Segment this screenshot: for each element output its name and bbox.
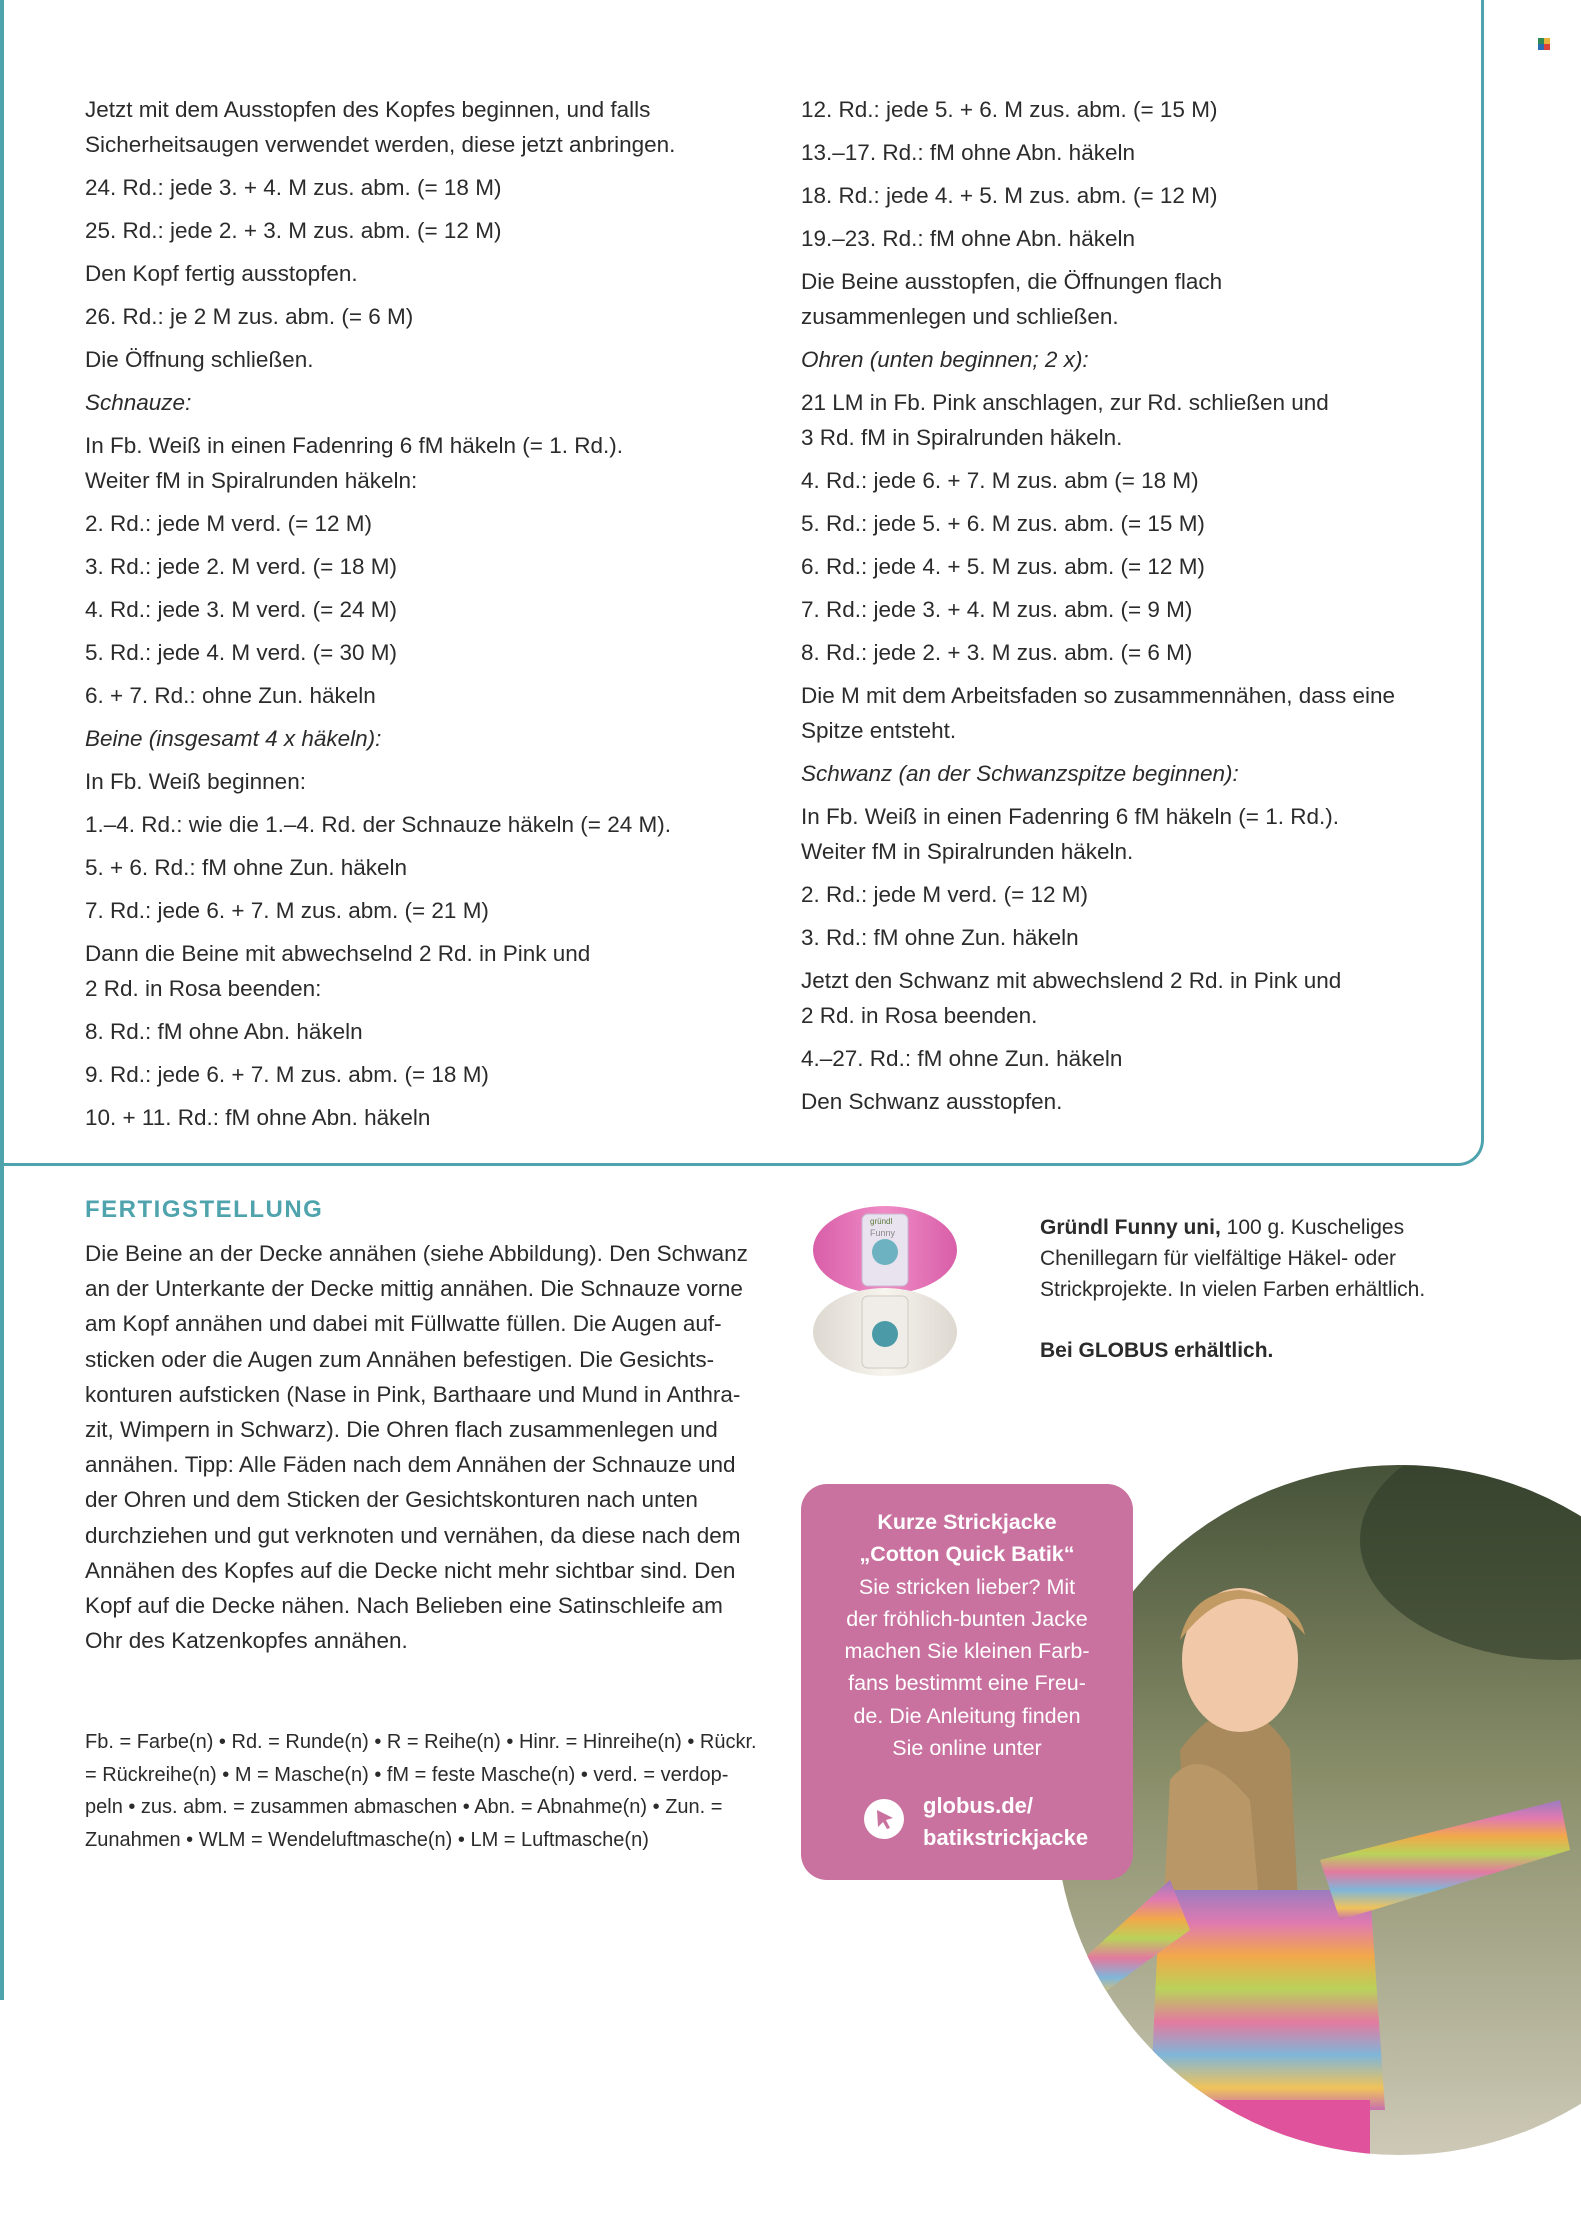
instruction-line: 4. Rd.: jede 3. M verd. (= 24 M) [85, 597, 398, 622]
finishing-line: an der Unterkante der Decke mittig annähen. Die Schnauze vorne [85, 1276, 743, 1302]
section-title-fertigstellung: FERTIGSTELLUNG [85, 1196, 324, 1223]
instruction-line: 5. Rd.: jede 5. + 6. M zus. abm. (= 15 M) [801, 511, 1205, 536]
promo-title-1: Kurze Strickjacke [877, 1510, 1057, 1534]
left-rule [0, 1166, 4, 2000]
promo-link-line-2[interactable]: batikstrickjacke [923, 1825, 1089, 1850]
instruction-line: 5. + 6. Rd.: fM ohne Zun. häkeln [85, 855, 408, 880]
instruction-line: 2. Rd.: jede M verd. (= 12 M) [85, 511, 372, 536]
promo-body-5: de. Die Anleitung finden [853, 1703, 1081, 1728]
instruction-line: 25. Rd.: jede 2. + 3. M zus. abm. (= 12 M) [85, 218, 502, 243]
instruction-line: Spitze entsteht. [801, 718, 957, 743]
instruction-line: Dann die Beine mit abwechselnd 2 Rd. in Pink und [85, 941, 591, 966]
instruction-line: 12. Rd.: jede 5. + 6. M zus. abm. (= 15 M) [801, 97, 1218, 122]
abbreviation-line: Zunahmen • WLM = Wendeluftmasche(n) • LM = Luftmasche(n) [85, 1828, 649, 1851]
product-desc-1: 100 g. Kuscheliges [1220, 1216, 1405, 1239]
abbreviation-line: Fb. = Farbe(n) • Rd. = Runde(n) • R = Reihe(n) • Hinr. = Hinreihe(n) • Rückr. [85, 1731, 757, 1753]
instruction-line: Jetzt den Schwanz mit abwechslend 2 Rd. in Pink und [801, 968, 1342, 993]
instruction-line: 7. Rd.: jede 3. + 4. M zus. abm. (= 9 M) [801, 597, 1193, 622]
instruction-line: Die Öffnung schließen. [85, 347, 314, 372]
finishing-line: Die Beine an der Decke annähen (siehe Abbildung). Den Schwanz [85, 1241, 748, 1266]
instruction-line: 8. Rd.: fM ohne Abn. häkeln [85, 1019, 363, 1044]
promo-body-6: Sie online unter [892, 1736, 1042, 1761]
instruction-line: 10. + 11. Rd.: fM ohne Abn. häkeln [85, 1105, 431, 1130]
finishing-line: Kopf auf die Decke nähen. Nach Belieben eine Satinschleife am [85, 1593, 723, 1619]
instruction-line: 13.–17. Rd.: fM ohne Abn. häkeln [801, 140, 1135, 165]
finishing-line: Annähen des Kopfes auf die Decke nicht mehr sichtbar sind. Den [85, 1557, 736, 1583]
instruction-line: 7. Rd.: jede 6. + 7. M zus. abm. (= 21 M) [85, 898, 489, 923]
instructions-right-column [801, 92, 1461, 1119]
yarn-label-text: Funny [870, 1228, 896, 1238]
instruction-line: 6. + 7. Rd.: ohne Zun. häkeln [85, 683, 376, 708]
yarn-balls-image [810, 1200, 960, 1380]
instruction-line: Die Beine ausstopfen, die Öffnungen flach [801, 269, 1223, 294]
instruction-line: 5. Rd.: jede 4. M verd. (= 30 M) [85, 640, 398, 665]
finishing-line: durchziehen und gut verknoten und vernähen, da diese nach dem [85, 1522, 741, 1548]
instruction-line: 18. Rd.: jede 4. + 5. M zus. abm. (= 12 M) [801, 183, 1218, 208]
corner-logo-icon [1538, 38, 1550, 50]
promo-link[interactable] [863, 1790, 1088, 1854]
promo-body-3: machen Sie kleinen Farb- [844, 1639, 1090, 1664]
finishing-line: am Kopf annähen und dabei mit Füllwatte füllen. Die Augen auf- [85, 1311, 722, 1337]
finishing-line: annähen. Tipp: Alle Fäden nach dem Annähen der Schnauze und [85, 1452, 736, 1478]
instruction-line: 26. Rd.: je 2 M zus. abm. (= 6 M) [85, 304, 414, 329]
yarn-brand-text: gründl [870, 1217, 893, 1226]
instruction-line: Schwanz (an der Schwanzspitze beginnen): [801, 761, 1239, 786]
instruction-line: In Fb. Weiß in einen Fadenring 6 fM häkeln (= 1. Rd.). [801, 804, 1339, 829]
product-info [1040, 1212, 1480, 1366]
instruction-line: Weiter fM in Spiralrunden häkeln. [801, 839, 1134, 864]
product-desc-3: Strickprojekte. In vielen Farben erhältlich. [1040, 1278, 1426, 1301]
instruction-line: 3. Rd.: fM ohne Zun. häkeln [801, 925, 1079, 950]
instruction-line: Jetzt mit dem Ausstopfen des Kopfes beginnen, und falls [85, 97, 651, 122]
finishing-line: konturen aufsticken (Nase in Pink, Barthaare und Mund in Anthra- [85, 1381, 741, 1407]
instruction-line: Den Kopf fertig ausstopfen. [85, 261, 358, 286]
instruction-line: Schnauze: [85, 390, 192, 415]
instruction-line: 2 Rd. in Rosa beenden. [801, 1003, 1038, 1028]
arrow-link-icon [863, 1798, 905, 1840]
instruction-line: 24. Rd.: jede 3. + 4. M zus. abm. (= 18 M) [85, 175, 502, 200]
abbreviation-line: = Rückreihe(n) • M = Masche(n) • fM = feste Masche(n) • verd. = verdop- [85, 1763, 729, 1786]
finishing-line: der Ohren und dem Sticken der Gesichtskonturen nach unten [85, 1487, 698, 1513]
instruction-line: 19.–23. Rd.: fM ohne Abn. häkeln [801, 226, 1135, 251]
finishing-line: sticken oder die Augen zum Annähen befestigen. Die Gesichts- [85, 1346, 715, 1372]
instruction-line: Weiter fM in Spiralrunden häkeln: [85, 468, 418, 493]
instruction-line: Den Schwanz ausstopfen. [801, 1089, 1063, 1114]
instruction-line: 2 Rd. in Rosa beenden: [85, 976, 322, 1001]
instruction-line: In Fb. Weiß in einen Fadenring 6 fM häkeln (= 1. Rd.). [85, 433, 623, 458]
instruction-line: Die M mit dem Arbeitsfaden so zusammennähen, dass eine [801, 683, 1396, 708]
product-desc-2: Chenillegarn für vielfältige Häkel- oder [1040, 1247, 1397, 1270]
instruction-line: 4.–27. Rd.: fM ohne Zun. häkeln [801, 1046, 1123, 1071]
instruction-line: Sicherheitsaugen verwendet werden, diese jetzt anbringen. [85, 132, 676, 157]
instruction-line: 21 LM in Fb. Pink anschlagen, zur Rd. schließen und [801, 390, 1329, 415]
instruction-line: Beine (insgesamt 4 x häkeln): [85, 726, 382, 751]
instruction-line: Ohren (unten beginnen; 2 x): [801, 347, 1089, 372]
instruction-line: 8. Rd.: jede 2. + 3. M zus. abm. (= 6 M) [801, 640, 1193, 665]
promo-body-2: der fröhlich-bunten Jacke [846, 1606, 1088, 1631]
instruction-line: 6. Rd.: jede 4. + 5. M zus. abm. (= 12 M) [801, 554, 1205, 579]
promo-body-1: Sie stricken lieber? Mit [858, 1574, 1076, 1599]
instruction-line: 3 Rd. fM in Spiralrunden häkeln. [801, 425, 1123, 450]
product-name: Gründl Funny uni, [1040, 1216, 1221, 1239]
promo-link-line-1[interactable]: globus.de/ [923, 1793, 1033, 1818]
instruction-line: 9. Rd.: jede 6. + 7. M zus. abm. (= 18 M) [85, 1062, 489, 1087]
promo-box [801, 1484, 1133, 1880]
finishing-line: zit, Wimpern in Schwarz). Die Ohren flach zusammenlegen und [85, 1417, 718, 1443]
instruction-line: zusammenlegen und schließen. [801, 304, 1119, 329]
instruction-line: 3. Rd.: jede 2. M verd. (= 18 M) [85, 554, 398, 579]
finishing-text [85, 1236, 785, 1658]
abbreviation-legend [85, 1726, 785, 1856]
finishing-line: Ohr des Katzenkopfes annähen. [85, 1628, 408, 1654]
abbreviation-line: peln • zus. abm. = zusammen abmaschen • Abn. = Abnahme(n) • Zun. = [85, 1796, 723, 1819]
instruction-line: 1.–4. Rd.: wie die 1.–4. Rd. der Schnauze häkeln (= 24 M). [85, 812, 671, 837]
promo-title-2: „Cotton Quick Batik“ [859, 1542, 1075, 1567]
product-availability: Bei GLOBUS erhältlich. [1040, 1339, 1274, 1362]
instruction-line: In Fb. Weiß beginnen: [85, 769, 306, 794]
promo-body-4: fans bestimmt eine Freu- [848, 1671, 1086, 1696]
instructions-left-column [85, 92, 775, 1135]
instruction-line: 4. Rd.: jede 6. + 7. M zus. abm (= 18 M) [801, 468, 1199, 493]
instruction-line: 2. Rd.: jede M verd. (= 12 M) [801, 882, 1088, 907]
